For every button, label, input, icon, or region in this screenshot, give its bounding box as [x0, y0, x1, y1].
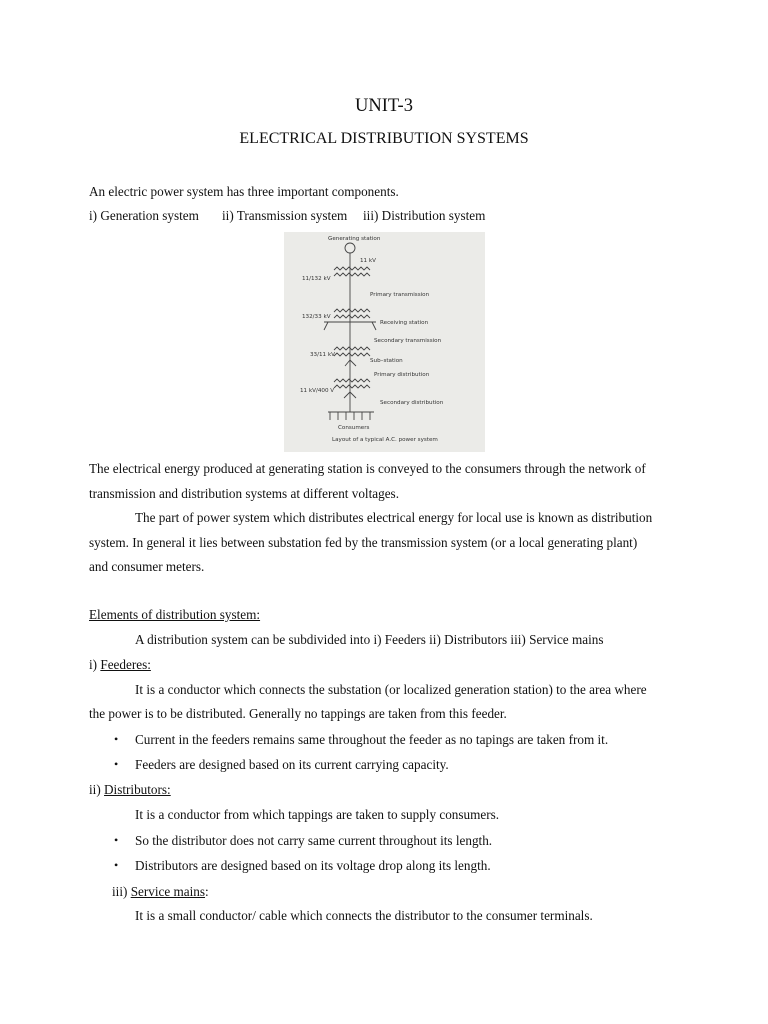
distributors-section-heading: [89, 782, 171, 798]
distributors-bullet-2: Distributors are designed based on its voltage drop along its length.: [135, 858, 491, 873]
label-receiving-station: Receiving station: [380, 320, 429, 326]
label-substation: Sub–station: [370, 358, 403, 364]
label-primary-distribution: Primary distribution: [374, 372, 430, 378]
service-suffix: :: [205, 884, 209, 899]
feeders-bullet-2: Feeders are designed based on its current carrying capacity.: [135, 757, 449, 772]
label-primary-transmission: Primary transmission: [370, 292, 430, 298]
transformer-coil-4: [334, 379, 370, 382]
label-11kv-400v: 11 kV/400 V: [300, 388, 335, 394]
label-secondary-distribution: Secondary distribution: [380, 400, 444, 406]
distributors-prefix: ii): [89, 782, 105, 797]
label-11-132kv: 11/132 kV: [302, 276, 331, 282]
label-consumers: Consumers: [338, 425, 370, 431]
elements-subdivided: A distribution system can be subdivided into i) Feeders ii) Distributors iii) Service mains: [135, 632, 604, 647]
paragraph-2-line-3: and consumer meters.: [89, 559, 205, 574]
intro-line: An electric power system has three important components.: [89, 184, 399, 199]
component-generation: i) Generation system: [89, 208, 199, 223]
paragraph-1-line-2: transmission and distribution systems at different voltages.: [89, 486, 399, 501]
label-secondary-transmission: Secondary transmission: [374, 338, 442, 344]
transformer-coil-3: [334, 347, 370, 350]
bullet-icon: •: [114, 732, 119, 746]
bullet-icon: •: [114, 858, 119, 872]
feeders-desc-line-2: the power is to be distributed. Generally no tappings are taken from this feeder.: [89, 706, 507, 721]
label-132-33kv: 132/33 kV: [302, 314, 331, 320]
service-desc: It is a small conductor/ cable which connects the distributor to the consumer terminals.: [135, 908, 593, 923]
unit-heading: UNIT-3: [355, 96, 413, 116]
distributors-bullet-1: So the distributor does not carry same current throughout its length.: [135, 833, 493, 848]
feeders-bullet-1: Current in the feeders remains same throughout the feeder as no tapings are taken from it.: [135, 732, 609, 747]
service-section-heading: [112, 884, 209, 900]
paragraph-2-line-1: The part of power system which distributes electrical energy for local use is known as distribution: [135, 510, 653, 525]
page-title: ELECTRICAL DISTRIBUTION SYSTEMS: [239, 130, 529, 147]
elements-heading: Elements of distribution system:: [89, 607, 261, 622]
label-33-11kv: 33/11 kV: [310, 352, 335, 358]
generator-icon: [345, 243, 355, 253]
paragraph-1-line-1: The electrical energy produced at generating station is conveyed to the consumers through the network of: [89, 461, 646, 476]
feeders-prefix: i): [89, 657, 101, 672]
distributors-desc: It is a conductor from which tappings are taken to supply consumers.: [135, 807, 500, 822]
feeders-desc-line-1: It is a conductor which connects the substation (or localized generation station) to the area where: [135, 682, 647, 697]
service-prefix: iii): [112, 884, 131, 899]
bullet-icon: •: [114, 757, 119, 771]
feeders-section-heading: [89, 657, 151, 673]
label-11kv: 11 kV: [360, 258, 376, 264]
figure-caption: Layout of a typical A.C. power system: [332, 437, 438, 443]
transformer-coil-1: [334, 267, 370, 270]
paragraph-2-line-2: system. In general it lies between substation fed by the transmission system (or a local generating plant): [89, 535, 638, 550]
label-generating-station: Generating station: [328, 236, 381, 242]
component-transmission: ii) Transmission system: [222, 208, 348, 223]
power-system-svg: [284, 232, 485, 452]
component-distribution: iii) Distribution system: [363, 208, 486, 223]
service-heading: Service mains: [130, 884, 206, 899]
feeders-heading: Feederes:: [100, 657, 151, 672]
distributors-heading: Distributors:: [104, 782, 171, 797]
bullet-icon: •: [114, 833, 119, 847]
transformer-coil-2: [334, 309, 370, 312]
power-system-diagram: [284, 232, 485, 452]
